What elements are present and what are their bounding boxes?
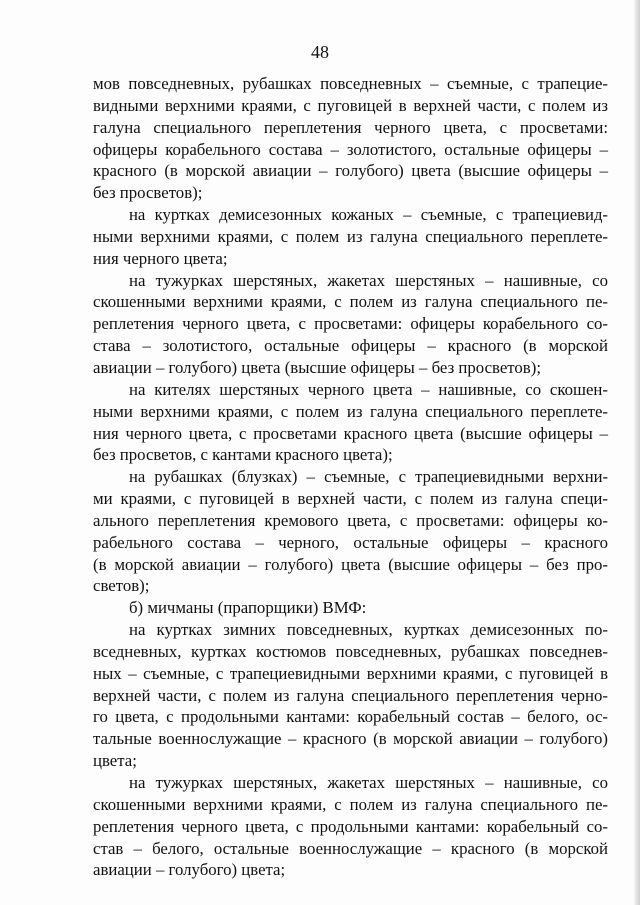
text-line: става – золотистого, остальные офицеры – красного (в морской bbox=[93, 336, 608, 356]
text-line: ными верхними краями, с полем из галуна специального переплете- bbox=[93, 401, 608, 421]
text-line: верхней части, с полем из галуна специального переплетения черно- bbox=[93, 685, 608, 705]
text-line: без просветов, с кантами красного цвета); bbox=[93, 445, 393, 465]
text-line: ных – съемные, с трапециевидными верхними краями, с пуговицей в bbox=[93, 663, 608, 683]
text-line: на тужурках шерстяных, жакетах шерстяных – нашивные, со bbox=[129, 773, 608, 792]
text-line: галуна специального переплетения черного цвета, с просветами: bbox=[93, 117, 608, 137]
text-line: го цвета, с продольными кантами: корабельный состав – белого, ос- bbox=[93, 707, 608, 727]
text-line: на куртках зимних повседневных, куртках демисезонных по- bbox=[129, 620, 608, 640]
text-line: тальные военнослужащие – красного (в морской авиации – голубого) bbox=[93, 729, 608, 749]
text-line: на тужурках шерстяных, жакетах шерстяных – нашивные, со bbox=[129, 270, 608, 290]
page-edge-shadow bbox=[634, 0, 640, 905]
text-line: цвета; bbox=[93, 751, 137, 771]
text-line: мов повседневных, рубашках повседневных – съемные, с трапецие- bbox=[93, 74, 608, 93]
body-text bbox=[93, 73, 608, 881]
text-line: ными верхними краями, с полем из галуна специального переплете- bbox=[93, 226, 608, 246]
text-line: видными верхними краями, с пуговицей в верхней части, с полем из bbox=[93, 95, 608, 115]
text-line: ния черного цвета; bbox=[93, 248, 228, 268]
text-line: ми краями, с пуговицей в верхней части, с полем из галуна специ- bbox=[93, 489, 608, 509]
page-number: 48 bbox=[311, 42, 329, 62]
text-line: б) мичманы (прапорщики) ВМФ: bbox=[129, 598, 367, 618]
text-line: скошенными верхними краями, с полем из галуна специального пе- bbox=[93, 794, 608, 814]
text-line: светов); bbox=[93, 576, 150, 596]
text-line: ального переплетения кремового цвета, с просветами: офицеры ко- bbox=[93, 510, 608, 530]
text-line: без просветов); bbox=[93, 183, 203, 203]
text-line: (в морской авиации – голубого) цвета (высшие офицеры – без про- bbox=[93, 554, 608, 574]
text-line: на кителях шерстяных черного цвета – нашивные, со скошен- bbox=[129, 379, 608, 399]
text-line: реплетения черного цвета, с продольными кантами: корабельный со- bbox=[93, 816, 608, 836]
text-line: красного (в морской авиации – голубого) цвета (высшие офицеры – bbox=[93, 161, 608, 181]
text-line: на куртках демисезонных кожаных – съемные, с трапециевид- bbox=[129, 205, 608, 225]
text-line: на рубашках (блузках) – съемные, с трапециевидными верхни- bbox=[129, 467, 608, 487]
text-line: офицеры корабельного состава – золотистого, остальные офицеры – bbox=[93, 139, 608, 159]
text-line: авиации – голубого) цвета; bbox=[93, 860, 286, 880]
text-line: скошенными верхними краями, с полем из галуна специального пе- bbox=[93, 292, 608, 312]
text-line: став – белого, остальные военнослужащие – красного (в морской bbox=[93, 838, 608, 858]
text-line: ния черного цвета, с просветами красного цвета (высшие офицеры – bbox=[93, 423, 608, 443]
text-line: авиации – голубого) цвета (высшие офицеры – без просветов); bbox=[93, 357, 541, 377]
text-line: реплетения черного цвета, с просветами: офицеры корабельного со- bbox=[93, 314, 608, 334]
text-line: вседневных, куртках костюмов повседневных, рубашках повседнев- bbox=[93, 641, 608, 661]
text-line: рабельного состава – черного, остальные офицеры – красного bbox=[93, 532, 608, 552]
